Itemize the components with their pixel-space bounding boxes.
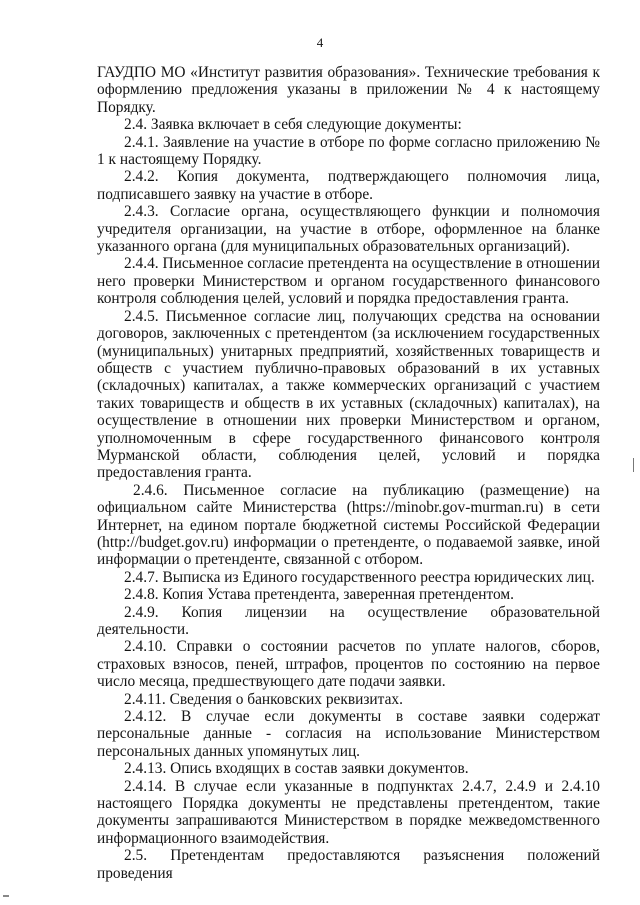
paragraph-continuation: ГАУДПО МО «Институт развития образования». Технические требования к оформлению предложения указаны в приложении № 4 к настоящему Порядку. — [97, 64, 600, 116]
paragraph-2-4-8: 2.4.8. Копия Устава претендента, заверенная претендентом. — [124, 586, 514, 604]
paragraph-2-4-14: 2.4.14. В случае если указанные в подпунктах 2.4.7, 2.4.9 и 2.4.10 настоящего Порядка документы не представлены претендентом, такие документы запрашиваются Министерством в порядке межведомственного информационного взаимодействия. — [97, 777, 600, 847]
paragraph-2-4-7: 2.4.7. Выписка из Единого государственного реестра юридических лиц. — [124, 568, 595, 586]
paragraph-2-4-11: 2.4.11. Сведения о банковских реквизитах. — [124, 690, 403, 708]
paragraph-2-4-9: 2.4.9. Копия лицензии на осуществление образовательной деятельности. — [97, 603, 600, 638]
paragraph-2-4-5: 2.4.5. Письменное согласие лиц, получающих средства на основании договоров, заключенных с претендентом (за исключением государственных (муниципальных) унитарных предприятий, хозяйственных товариществ и обществ с участием публично-правовых образований в их уставных (складочных) капиталах, а также коммерческих организаций с участием таких товариществ и обществ в их уставных (складочных) капиталах), на осуществление в отношении них проверки Министерством и органом, уполномоченным в сфере государственного финансового контроля Мурманской области, соблюдения целей, условий и порядка предоставления гранта. — [97, 307, 600, 482]
paragraph-2-4-10: 2.4.10. Справки о состоянии расчетов по уплате налогов, сборов, страховых взносов, пеней, штрафов, процентов по состоянию на первое число месяца, предшествующего дате подачи заявки. — [97, 638, 600, 691]
paragraph-2-4-2: 2.4.2. Копия документа, подтверждающего полномочия лица, подписавшего заявку на участие в отборе. — [97, 168, 600, 203]
paragraph-2-4: 2.4. Заявка включает в себя следующие документы: — [124, 116, 462, 134]
page-number: 4 — [316, 35, 324, 50]
paragraph-2-5: 2.5. Претендентам предоставляются разъяснения положений проведения — [97, 847, 600, 882]
paragraph-2-4-6: 2.4.6. Письменное согласие на публикацию (размещение) на официальном сайте Министерства (https://minobr.gov-murman.ru) в сети Интернет, на едином портале бюджетной системы Российской Федерации (http://budget.gov.ru) информации о претенденте, о подаваемой заявке, иной информации о претенденте, связанной с отбором. — [97, 481, 600, 569]
margin-scan-mark — [633, 458, 637, 472]
paragraph-2-4-3: 2.4.3. Согласие органа, осуществляющего функции и полномочия учредителя организации, на участие в отборе, оформленное на бланке указанного органа (для муниципальных образовательных организаций). — [97, 203, 600, 256]
document-body — [97, 64, 600, 882]
paragraph-2-4-1: 2.4.1. Заявление на участие в отборе по форме согласно приложению № 1 к настоящему Порядку. — [97, 133, 600, 169]
paragraph-2-4-12: 2.4.12. В случае если документы в составе заявки содержат персональные данные - согласия на использование Министерством персональных данных упомянутых лиц. — [97, 708, 600, 760]
corner-scan-mark — [3, 895, 9, 897]
paragraph-2-4-4: 2.4.4. Письменное согласие претендента на осуществление в отношении него проверки Министерством и органом государственного финансового контроля соблюдения целей, условий и порядка предоставления гранта. — [97, 255, 600, 308]
paragraph-2-4-13: 2.4.13. Опись входящих в состав заявки документов. — [124, 760, 469, 778]
